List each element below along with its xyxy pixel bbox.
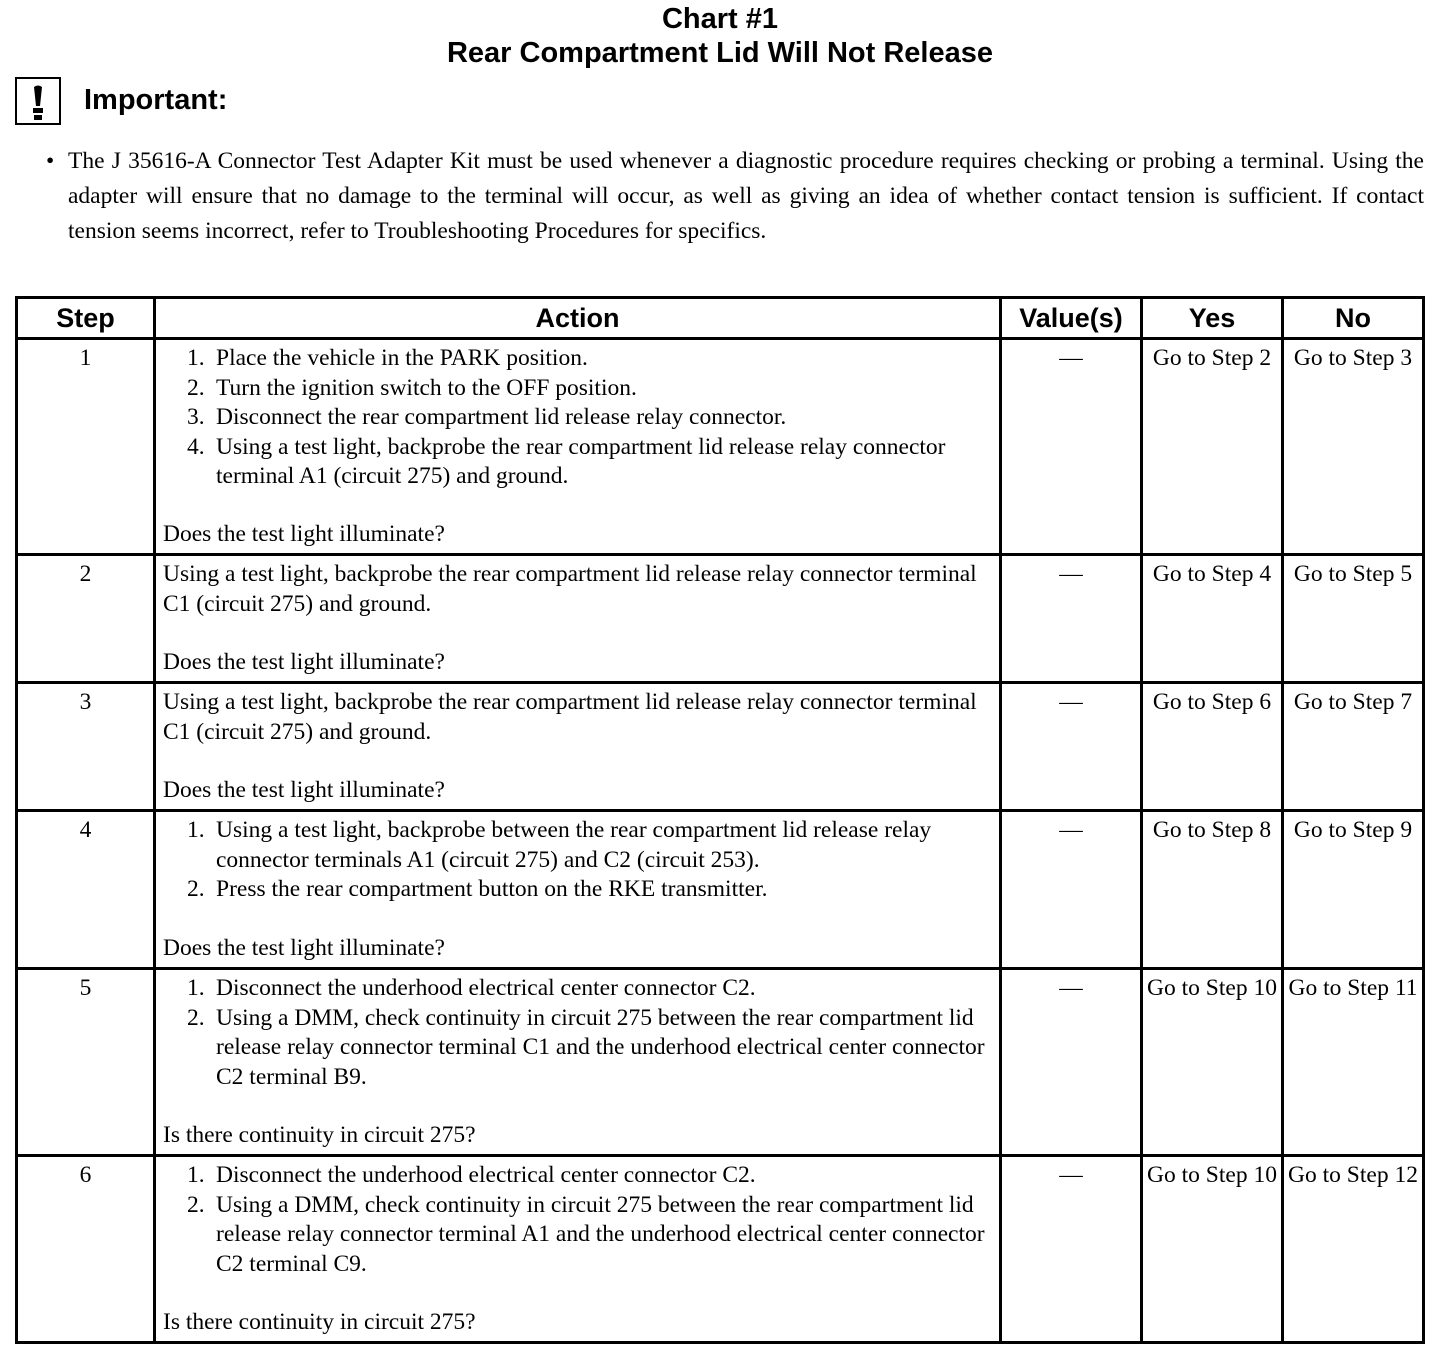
step-number: 1	[17, 339, 155, 555]
exclamation-icon	[15, 77, 61, 125]
no-cell: Go to Step 3	[1283, 339, 1424, 555]
action-item: 1. Disconnect the underhood electrical center connector C2.	[187, 975, 756, 1001]
no-cell: Go to Step 11	[1283, 969, 1424, 1156]
value-cell: —	[1001, 1156, 1142, 1343]
table-header-row	[17, 298, 1424, 339]
action-item: 1. Disconnect the underhood electrical center connector C2.	[187, 1162, 756, 1188]
bullet-icon: •	[46, 148, 55, 174]
column-header-yes: Yes	[1142, 298, 1283, 339]
note-text: The J 35616-A Connector Test Adapter Kit must be used whenever a diagnostic procedure requires checking or probing a terminal. Using the adapter will ensure that no damage to the terminal will occur, as well as giving an idea of whether contact tension is sufficient. If contact tension seems incorrect, refer to Troubleshooting Procedures for specifics.	[68, 148, 1424, 244]
action-item: 2. Press the rear compartment button on the RKE transmitter.	[187, 876, 768, 902]
action-cell	[155, 683, 1001, 811]
yes-cell: Go to Step 8	[1142, 811, 1283, 969]
yes-cell: Go to Step 4	[1142, 555, 1283, 683]
important-label: Important:	[84, 84, 228, 116]
yes-cell: Go to Step 2	[1142, 339, 1283, 555]
step-number: 3	[17, 683, 155, 811]
column-header-action: Action	[155, 298, 1001, 339]
action-item: 3. Disconnect the rear compartment lid release relay connector.	[187, 404, 787, 430]
value-cell: —	[1001, 811, 1142, 969]
yes-cell: Go to Step 10	[1142, 969, 1283, 1156]
yes-cell: Go to Step 10	[1142, 1156, 1283, 1343]
column-header-values: Value(s)	[1001, 298, 1142, 339]
value-cell: —	[1001, 683, 1142, 811]
action-item: 4. Using a test light, backprobe the rear compartment lid release relay connector terminal A1 (circuit 275) and ground.	[187, 433, 946, 489]
value-cell: —	[1001, 339, 1142, 555]
diagnostic-table	[15, 296, 1425, 1344]
action-item: 2. Using a DMM, check continuity in circuit 275 between the rear compartment lid release relay connector terminal C1 and the underhood electrical center connector C2 terminal B9.	[187, 1004, 985, 1090]
action-cell	[155, 969, 1001, 1156]
action-question: Does the test light illuminate?	[163, 520, 445, 547]
action-text: Using a test light, backprobe the rear compartment lid release relay connector terminal C1 (circuit 275) and ground.	[163, 689, 977, 745]
step-number: 2	[17, 555, 155, 683]
no-cell: Go to Step 12	[1283, 1156, 1424, 1343]
column-header-step: Step	[17, 298, 155, 339]
no-cell: Go to Step 9	[1283, 811, 1424, 969]
action-item: 1. Using a test light, backprobe between the rear compartment lid release relay connector terminals A1 (circuit 275) and C2 (circuit 253).	[187, 817, 932, 873]
action-cell	[155, 555, 1001, 683]
important-note	[46, 144, 1424, 249]
action-cell	[155, 339, 1001, 555]
table-row	[17, 811, 1424, 969]
column-header-no: No	[1283, 298, 1424, 339]
value-cell: —	[1001, 555, 1142, 683]
action-cell	[155, 811, 1001, 969]
chart-title: Rear Compartment Lid Will Not Release	[446, 37, 993, 69]
action-item: 1. Place the vehicle in the PARK position.	[187, 345, 588, 371]
step-number: 4	[17, 811, 155, 969]
yes-cell: Go to Step 6	[1142, 683, 1283, 811]
table-row	[17, 683, 1424, 811]
action-text: Using a test light, backprobe the rear compartment lid release relay connector terminal C1 (circuit 275) and ground.	[163, 561, 977, 617]
no-cell: Go to Step 7	[1283, 683, 1424, 811]
action-question: Is there continuity in circuit 275?	[163, 1121, 476, 1148]
action-cell	[155, 1156, 1001, 1343]
step-number: 6	[17, 1156, 155, 1343]
chart-number: Chart #1	[661, 3, 779, 35]
step-number: 5	[17, 969, 155, 1156]
table-row	[17, 555, 1424, 683]
action-item: 2. Turn the ignition switch to the OFF position.	[187, 374, 637, 401]
action-question: Does the test light illuminate?	[163, 934, 445, 961]
action-item: 2. Using a DMM, check continuity in circuit 275 between the rear compartment lid release relay connector terminal A1 and the underhood electrical center connector C2 terminal C9.	[187, 1191, 985, 1277]
action-question: Is there continuity in circuit 275?	[163, 1308, 476, 1335]
value-cell: —	[1001, 969, 1142, 1156]
action-question: Does the test light illuminate?	[163, 776, 445, 803]
table-row	[17, 969, 1424, 1156]
no-cell: Go to Step 5	[1283, 555, 1424, 683]
table-row	[17, 339, 1424, 555]
table-row	[17, 1156, 1424, 1343]
action-question: Does the test light illuminate?	[163, 648, 445, 675]
